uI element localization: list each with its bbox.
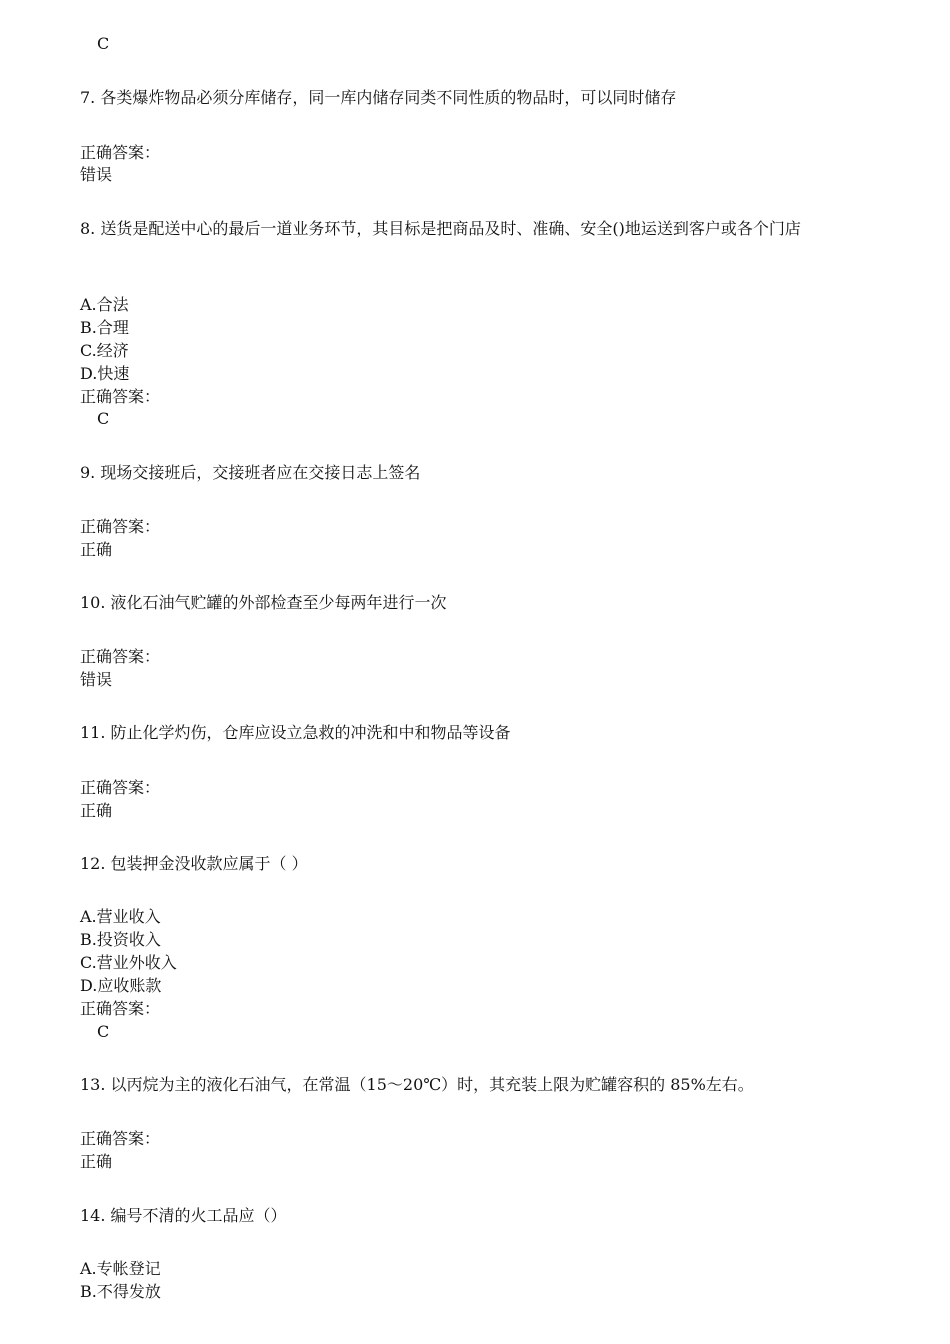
question-10-text: 10. 液化石油气贮罐的外部检查至少每两年进行一次 bbox=[80, 593, 447, 612]
question-7-answer: 错误 bbox=[80, 165, 113, 184]
question-8-option-b: B.合理 bbox=[80, 318, 129, 337]
question-10-answer: 错误 bbox=[80, 670, 113, 689]
question-8-option-c: C.经济 bbox=[80, 341, 129, 360]
question-12-option-d: D.应收账款 bbox=[80, 976, 162, 995]
question-12-text: 12. 包装押金没收款应属于（ ） bbox=[80, 854, 308, 873]
question-8-option-a: A.合法 bbox=[80, 295, 129, 314]
question-7-text: 7. 各类爆炸物品必须分库储存，同一库内储存同类不同性质的物品时，可以同时储存 bbox=[80, 88, 677, 107]
question-12-answer: C bbox=[97, 1022, 110, 1041]
question-14-option-b: B.不得发放 bbox=[80, 1282, 161, 1301]
question-8-answer-label: 正确答案： bbox=[80, 387, 161, 406]
question-10-answer-label: 正确答案： bbox=[80, 647, 161, 666]
question-11-answer-label: 正确答案： bbox=[80, 778, 161, 797]
question-8-answer: C bbox=[97, 409, 110, 428]
question-9-text: 9. 现场交接班后，交接班者应在交接日志上签名 bbox=[80, 463, 421, 482]
question-13-answer: 正确 bbox=[80, 1152, 113, 1171]
question-9-answer-label: 正确答案： bbox=[80, 517, 161, 536]
question-7-answer-label: 正确答案： bbox=[80, 143, 161, 162]
question-13-text: 13. 以丙烷为主的液化石油气，在常温（15～20℃）时，其充装上限为贮罐容积的 85%左右。 bbox=[80, 1075, 754, 1094]
question-14-option-a: A.专帐登记 bbox=[80, 1259, 161, 1278]
previous-answer: C bbox=[97, 34, 110, 53]
question-9-answer: 正确 bbox=[80, 540, 113, 559]
question-13-answer-label: 正确答案： bbox=[80, 1129, 161, 1148]
question-12-option-c: C.营业外收入 bbox=[80, 953, 177, 972]
question-11-answer: 正确 bbox=[80, 801, 113, 820]
question-12-option-b: B.投资收入 bbox=[80, 930, 161, 949]
question-11-text: 11. 防止化学灼伤，仓库应设立急救的冲洗和中和物品等设备 bbox=[80, 723, 511, 742]
question-12-option-a: A.营业收入 bbox=[80, 907, 161, 926]
question-12-answer-label: 正确答案： bbox=[80, 999, 161, 1018]
question-14-text: 14. 编号不清的火工品应（） bbox=[80, 1206, 287, 1225]
question-8-option-d: D.快速 bbox=[80, 364, 130, 383]
question-8-text: 8. 送货是配送中心的最后一道业务环节，其目标是把商品及时、准确、安全()地运送到客户或各个门店 bbox=[80, 219, 801, 238]
